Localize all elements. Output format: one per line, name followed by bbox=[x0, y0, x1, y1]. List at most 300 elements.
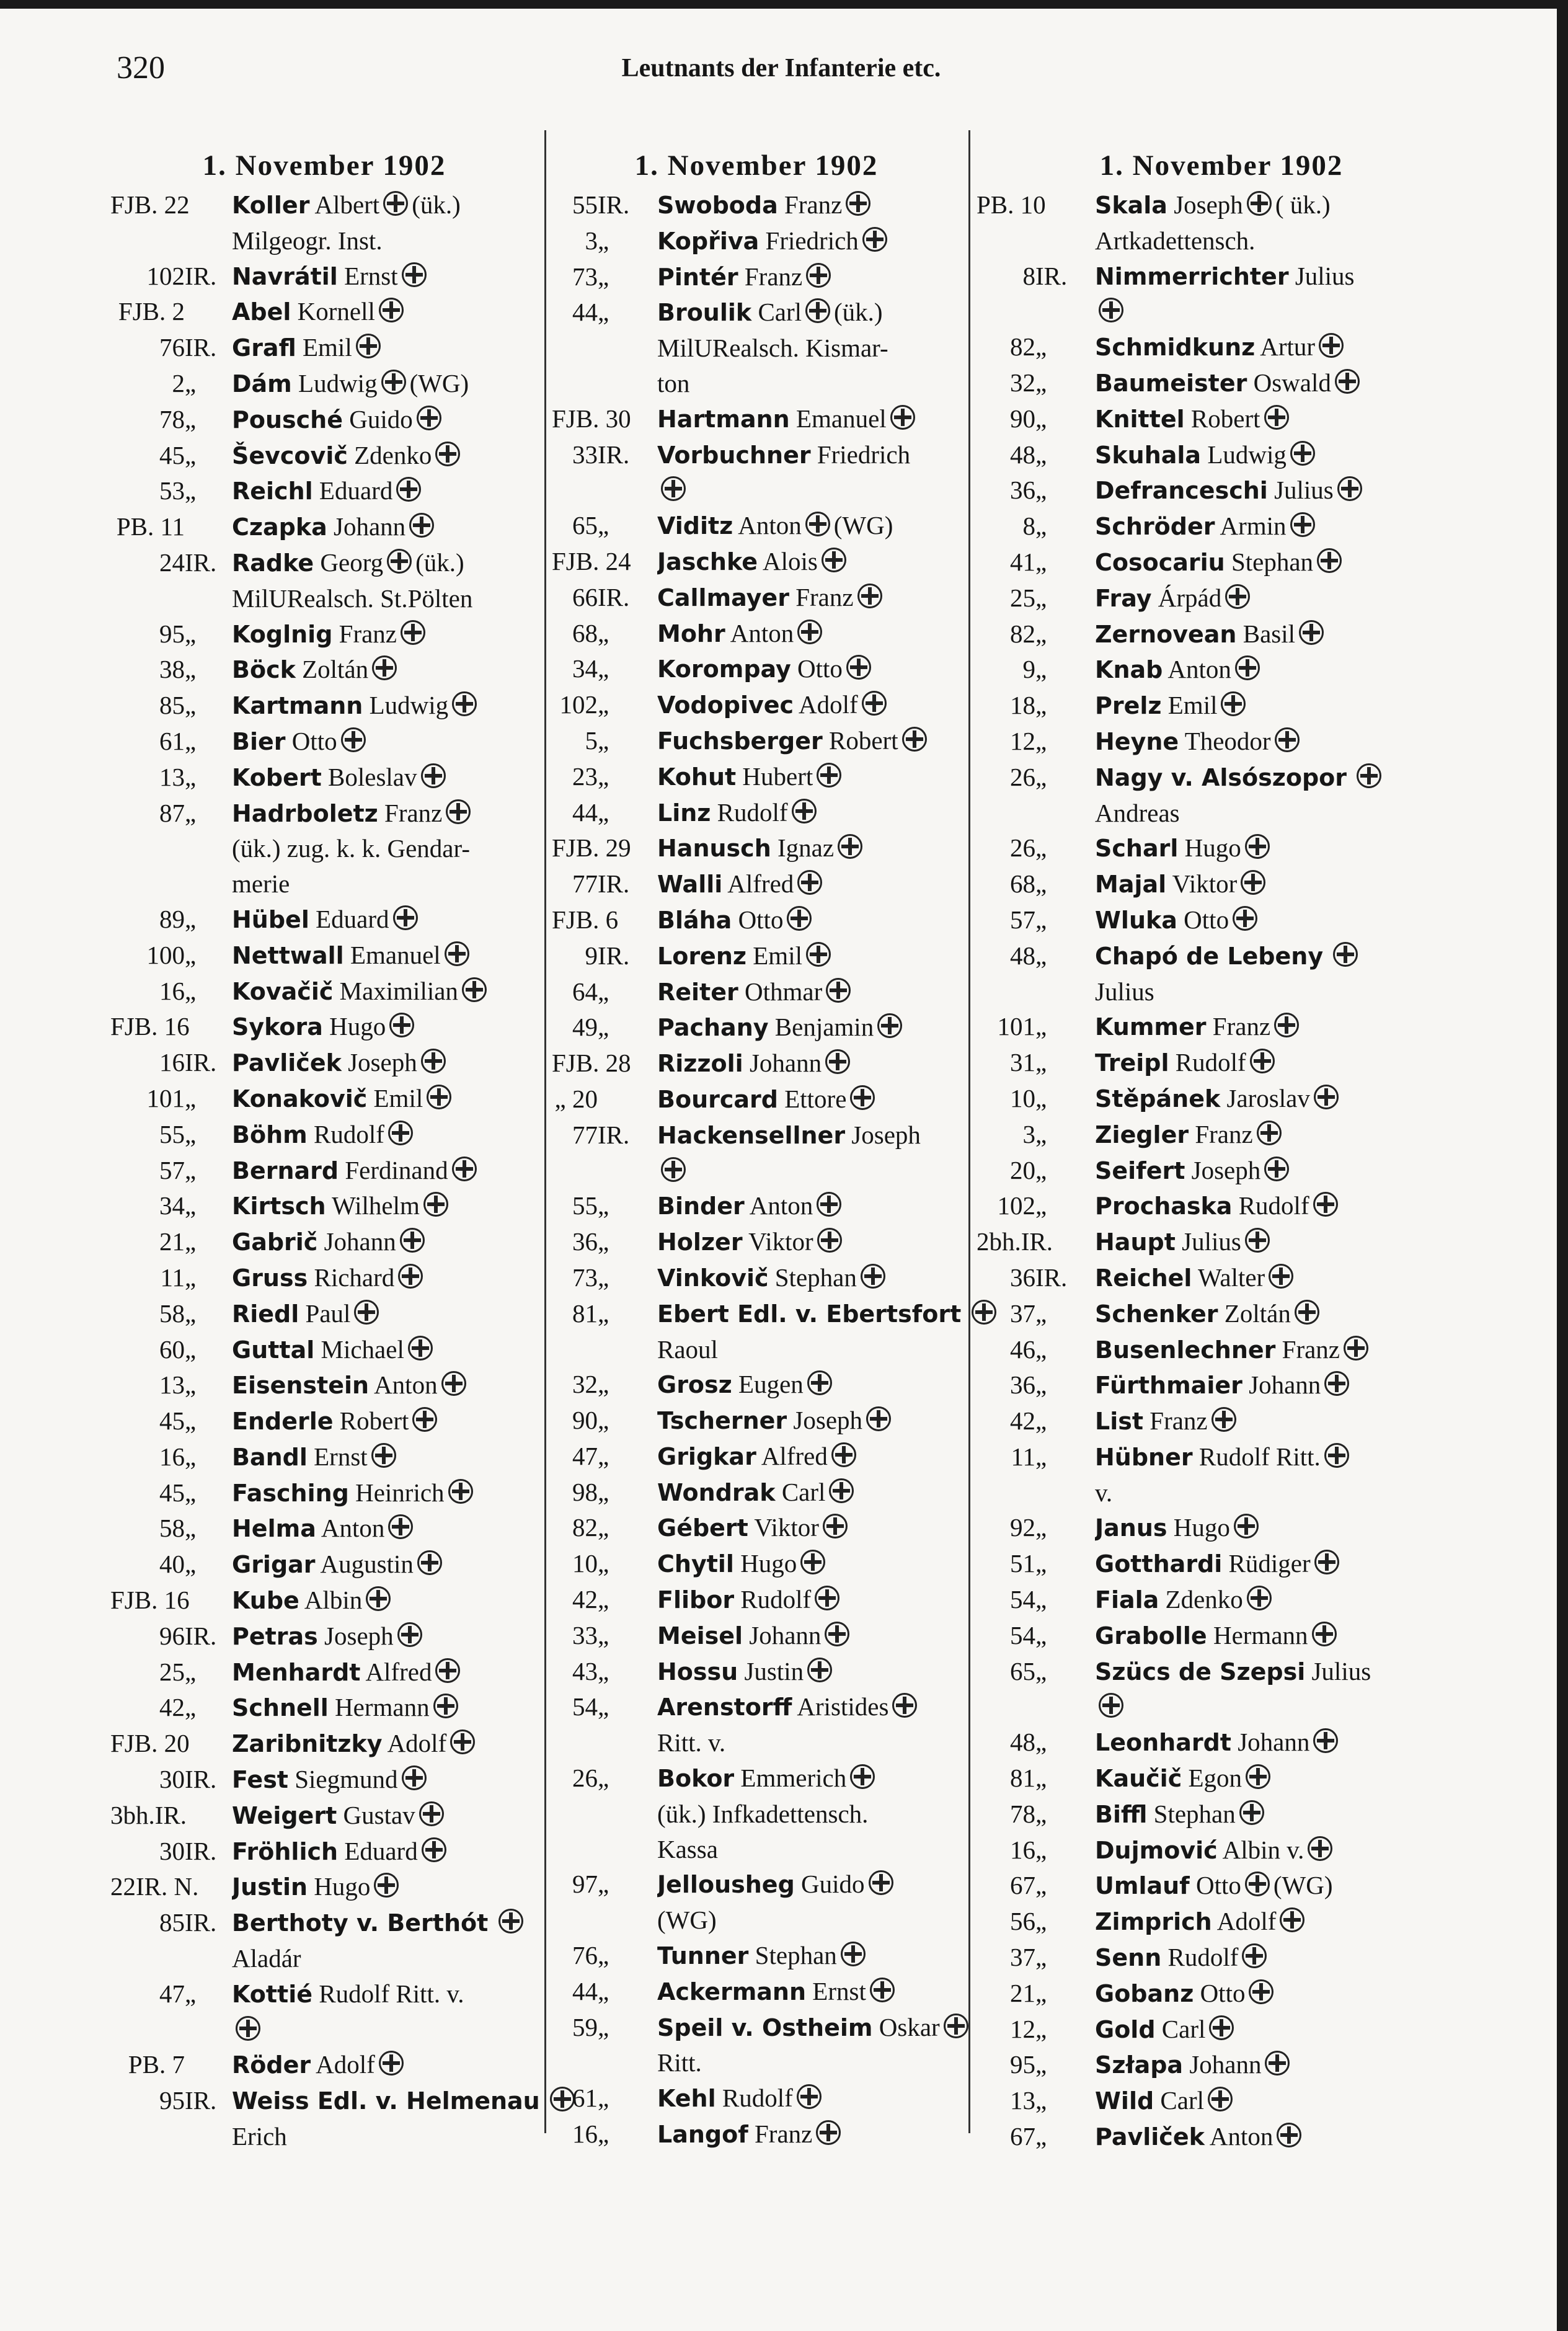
surname: Skuhala bbox=[1095, 441, 1202, 469]
regiment-number: 60 bbox=[159, 1334, 185, 1364]
cross-pattee-in-circle-icon bbox=[1312, 1622, 1337, 1646]
entry-line bbox=[1095, 2012, 1466, 2048]
surname: Koglnig bbox=[232, 620, 333, 648]
unit-abbreviation: „ bbox=[598, 2012, 609, 2041]
regiment-number: 12 bbox=[1010, 726, 1035, 755]
cross-pattee-in-circle-icon bbox=[1314, 1550, 1339, 1574]
unit-abbreviation: „ bbox=[185, 762, 197, 791]
officer-entry bbox=[1086, 760, 1466, 831]
regiment-number: 36 bbox=[1010, 1263, 1035, 1292]
first-name: Anton bbox=[374, 1370, 438, 1400]
first-name: Johann bbox=[1249, 1370, 1321, 1400]
cross-pattee-in-circle-icon bbox=[400, 1228, 425, 1253]
unit-abbreviation: „ bbox=[185, 1191, 197, 1220]
entry-line bbox=[1095, 187, 1466, 223]
list-item bbox=[552, 1546, 961, 1582]
officer-entry bbox=[649, 1974, 961, 2010]
unit-abbreviation: „ bbox=[185, 976, 197, 1005]
list-item bbox=[110, 1690, 538, 1726]
officer-entry bbox=[223, 1332, 538, 1368]
unit-abbreviation: „ bbox=[1035, 1620, 1047, 1649]
cross-pattee-in-circle-icon bbox=[498, 1909, 523, 1934]
unit-abbreviation: „ bbox=[1035, 1406, 1047, 1436]
list-item bbox=[110, 366, 538, 402]
surname: Skala bbox=[1095, 192, 1167, 219]
first-name: Hugo bbox=[1173, 1513, 1230, 1542]
entry-continuation-line: ton bbox=[657, 368, 690, 397]
list-item bbox=[977, 1188, 1466, 1224]
unit-abbreviation: „ bbox=[1035, 1513, 1047, 1542]
regiment-number: 10 bbox=[572, 1549, 598, 1578]
first-name: Otto bbox=[291, 726, 337, 755]
first-name: Adolf bbox=[799, 690, 858, 719]
surname: Langof bbox=[657, 2121, 748, 2149]
unit-abbreviation: IR. bbox=[185, 1621, 217, 1650]
surname: Schröder bbox=[1095, 513, 1215, 541]
regiment-number: 97 bbox=[572, 1870, 598, 1899]
regiment-number: 78 bbox=[1010, 1799, 1035, 1828]
surname: Cosocariu bbox=[1095, 548, 1225, 576]
unit-abbreviation: „ bbox=[185, 1442, 197, 1471]
regiment-number: 76 bbox=[572, 1941, 598, 1970]
list-item bbox=[552, 866, 961, 902]
list-item bbox=[977, 365, 1466, 401]
entry-line bbox=[657, 580, 961, 616]
first-name: Otto bbox=[738, 905, 784, 934]
entry-line bbox=[232, 724, 538, 760]
list-item bbox=[552, 1010, 961, 1046]
officer-entry bbox=[1086, 1117, 1466, 1153]
unit-abbreviation: „ bbox=[598, 761, 609, 791]
cross-pattee-in-circle-icon bbox=[1337, 476, 1362, 501]
first-name: Adolf bbox=[1216, 1907, 1277, 1936]
entry-line bbox=[1095, 473, 1466, 508]
officer-entry bbox=[1086, 938, 1466, 1010]
unit-abbreviation: „ bbox=[185, 1693, 197, 1722]
unit-abbreviation: IR. bbox=[185, 1836, 217, 1865]
list-item bbox=[977, 1260, 1466, 1296]
officer-entry bbox=[223, 402, 538, 438]
list-item bbox=[552, 1618, 961, 1654]
list-item bbox=[977, 580, 1466, 616]
list-item bbox=[977, 830, 1466, 866]
regiment-number: FJB. 30 bbox=[552, 404, 631, 433]
list-item bbox=[552, 651, 961, 687]
list-item bbox=[552, 1654, 961, 1690]
list-item bbox=[110, 1188, 538, 1224]
surname: Bandl bbox=[232, 1443, 308, 1471]
surname: Fuchsberger bbox=[657, 727, 823, 755]
unit-abbreviation: „ bbox=[1035, 1978, 1047, 2007]
regiment-number: FJB. 29 bbox=[552, 833, 631, 863]
list-item bbox=[110, 1153, 538, 1189]
cross-pattee-in-circle-icon bbox=[817, 763, 841, 788]
regiment-number: 59 bbox=[572, 2012, 598, 2041]
list-item bbox=[977, 616, 1466, 652]
entry-line bbox=[1095, 724, 1466, 760]
first-name: Ernst bbox=[812, 1976, 866, 2005]
list-item bbox=[977, 1546, 1466, 1582]
officer-entry bbox=[223, 616, 538, 652]
entry-line bbox=[657, 1618, 961, 1654]
regiment-number: 45 bbox=[159, 440, 185, 469]
list-item bbox=[110, 688, 538, 724]
list-item bbox=[110, 616, 538, 652]
surname: Walli bbox=[657, 871, 723, 899]
regiment-number: PB. 11 bbox=[116, 512, 185, 541]
unit-abbreviation: „ bbox=[1035, 332, 1047, 362]
cross-pattee-in-circle-icon bbox=[381, 370, 406, 394]
first-name: Eduard bbox=[344, 1836, 418, 1865]
unit-abbreviation: „ bbox=[1035, 619, 1047, 648]
unit-abbreviation: „ bbox=[598, 1976, 609, 2005]
cross-pattee-in-circle-icon bbox=[869, 1870, 893, 1895]
regiment-number: 9 bbox=[1022, 655, 1035, 684]
unit-abbreviation: „ bbox=[598, 1477, 609, 1506]
unit-abbreviation: „ bbox=[598, 226, 609, 255]
officer-entry bbox=[223, 1367, 538, 1403]
entry-line bbox=[232, 1654, 538, 1690]
cross-pattee-in-circle-icon bbox=[1299, 620, 1324, 645]
regiment-number: 53 bbox=[159, 476, 185, 505]
entry-continuation-line bbox=[1095, 294, 1466, 329]
regiment-number: 43 bbox=[572, 1656, 598, 1685]
first-name: Hubert bbox=[742, 761, 813, 791]
officer-entry bbox=[649, 401, 961, 437]
officer-entry bbox=[649, 759, 961, 795]
entry-line bbox=[232, 1332, 538, 1368]
first-name: Oswald bbox=[1253, 368, 1331, 397]
cross-pattee-in-circle-icon bbox=[850, 1764, 875, 1789]
surname: Petras bbox=[232, 1622, 318, 1650]
cross-pattee-in-circle-icon bbox=[372, 655, 397, 680]
surname: Hübner bbox=[1095, 1443, 1193, 1471]
list-item bbox=[110, 1798, 538, 1834]
officer-entry bbox=[1086, 902, 1466, 938]
cross-pattee-in-circle-icon bbox=[374, 1873, 399, 1898]
cross-pattee-in-circle-icon bbox=[452, 1157, 477, 1181]
officer-entry bbox=[1086, 866, 1466, 902]
unit-abbreviation: „ bbox=[1035, 1907, 1047, 1936]
cross-pattee-in-circle-icon bbox=[857, 584, 882, 608]
entry-line bbox=[1095, 688, 1466, 724]
officer-entry bbox=[223, 902, 538, 938]
unit-abbreviation: „ bbox=[185, 404, 197, 433]
unit-abbreviation: „ bbox=[598, 1585, 609, 1614]
officer-entry bbox=[223, 259, 538, 295]
surname: Enderle bbox=[232, 1408, 334, 1436]
entry-line bbox=[1095, 1832, 1466, 1868]
officer-entry bbox=[1086, 259, 1466, 330]
surname: Callmayer bbox=[657, 584, 789, 611]
entry-line bbox=[1095, 329, 1466, 365]
first-name: Alfred bbox=[727, 869, 794, 899]
regiment-number: 90 bbox=[1010, 404, 1035, 433]
entry-line bbox=[1095, 2047, 1466, 2083]
surname: Gruss bbox=[232, 1264, 308, 1292]
list-item bbox=[552, 723, 961, 759]
entry-line bbox=[232, 796, 538, 832]
cross-pattee-in-circle-icon bbox=[1317, 548, 1342, 573]
officer-entry bbox=[223, 1439, 538, 1475]
surname: Haupt bbox=[1095, 1228, 1176, 1256]
regiment-number: 36 bbox=[1010, 1370, 1035, 1400]
entry-line bbox=[657, 1689, 961, 1725]
entry-line bbox=[232, 1009, 538, 1045]
entry-continuation-line: (ük.) Infkadettensch. bbox=[657, 1799, 869, 1828]
page-header bbox=[0, 50, 1568, 99]
list-item bbox=[110, 1618, 538, 1654]
cross-pattee-in-circle-icon bbox=[356, 334, 381, 358]
cross-pattee-in-circle-icon bbox=[366, 1586, 391, 1611]
first-name: Viktor bbox=[754, 1513, 819, 1542]
first-name: Johann bbox=[749, 1620, 822, 1649]
cross-pattee-in-circle-icon bbox=[379, 2051, 404, 2076]
unit-abbreviation: „ bbox=[1035, 1012, 1047, 1041]
entry-line bbox=[657, 651, 961, 687]
regiment-number: 101 bbox=[997, 1012, 1035, 1041]
officer-entry bbox=[1086, 1760, 1466, 1796]
first-name: Robert bbox=[1190, 404, 1260, 433]
first-name: Franz bbox=[744, 262, 803, 291]
first-name: Joseph bbox=[324, 1621, 394, 1650]
officer-entry bbox=[649, 1439, 961, 1475]
first-name: Anton bbox=[1167, 655, 1231, 684]
first-name: Eduard bbox=[316, 904, 389, 933]
list-item bbox=[552, 1403, 961, 1439]
entry-line bbox=[232, 1690, 538, 1726]
officer-entry bbox=[1086, 2047, 1466, 2083]
entry-line bbox=[232, 1296, 538, 1332]
list-item bbox=[977, 1403, 1466, 1439]
cross-pattee-in-circle-icon bbox=[1235, 655, 1260, 680]
regiment-number: 45 bbox=[159, 1406, 185, 1436]
first-name: Aristides bbox=[797, 1692, 889, 1721]
officer-entry bbox=[1086, 544, 1466, 580]
officer-entry bbox=[223, 1045, 538, 1081]
cross-pattee-in-circle-icon bbox=[1333, 942, 1358, 967]
entry-line bbox=[657, 187, 961, 223]
cross-pattee-in-circle-icon bbox=[1245, 1228, 1270, 1253]
cross-pattee-in-circle-icon bbox=[1277, 2123, 1301, 2147]
regiment-number: 101 bbox=[146, 1083, 185, 1112]
entry-line bbox=[657, 1974, 961, 2010]
list-item bbox=[552, 1188, 961, 1224]
first-name: Robert bbox=[339, 1406, 409, 1436]
cross-pattee-in-circle-icon bbox=[1099, 1693, 1123, 1718]
surname: Wondrak bbox=[657, 1478, 776, 1506]
list-item bbox=[110, 545, 538, 616]
officer-entry bbox=[223, 1260, 538, 1296]
surname: Fürthmaier bbox=[1095, 1372, 1242, 1400]
first-name: Franz bbox=[1149, 1406, 1208, 1436]
cross-pattee-in-circle-icon bbox=[877, 1013, 902, 1038]
officer-entry bbox=[649, 1260, 961, 1296]
list-item bbox=[977, 2012, 1466, 2048]
unit-abbreviation: „ bbox=[1035, 476, 1047, 505]
list-item bbox=[552, 830, 961, 866]
surname: Seifert bbox=[1095, 1157, 1185, 1184]
unit-abbreviation: „ bbox=[598, 797, 609, 827]
officer-entry bbox=[649, 1081, 961, 1117]
cross-pattee-in-circle-icon bbox=[1314, 1085, 1339, 1109]
cross-pattee-in-circle-icon bbox=[1357, 763, 1381, 788]
regiment-number: 89 bbox=[159, 904, 185, 933]
cross-pattee-in-circle-icon bbox=[805, 512, 830, 536]
entry-line bbox=[232, 1618, 538, 1654]
cross-pattee-in-circle-icon bbox=[1245, 1871, 1270, 1896]
surname: Hanusch bbox=[657, 835, 771, 863]
cross-pattee-in-circle-icon bbox=[396, 477, 421, 502]
unit-abbreviation: „ bbox=[1035, 1083, 1047, 1112]
entry-continuation-line: MilURealsch. Kismar- bbox=[657, 334, 888, 363]
entry-line bbox=[1095, 1439, 1466, 1475]
unit-abbreviation: IR. bbox=[185, 261, 217, 290]
entry-line bbox=[1095, 1618, 1466, 1654]
regiment-number: 25 bbox=[1010, 583, 1035, 612]
entry-line bbox=[232, 1045, 538, 1081]
first-name: Benjamin bbox=[774, 1013, 874, 1042]
regiment-number: 2 bbox=[172, 368, 185, 397]
officer-entry bbox=[649, 1296, 1000, 1367]
unit-abbreviation: „ bbox=[185, 655, 197, 684]
regiment-number: 66 bbox=[572, 582, 598, 611]
officer-entry bbox=[223, 652, 538, 688]
surname: Hartmann bbox=[657, 405, 790, 433]
unit-abbreviation: IR. bbox=[185, 1765, 217, 1794]
entry-line bbox=[232, 1834, 538, 1870]
regiment-number: 67 bbox=[1010, 1871, 1035, 1900]
officer-entry bbox=[1086, 1976, 1466, 2012]
regiment-number: 61 bbox=[572, 2084, 598, 2113]
regiment-number: 56 bbox=[1010, 1907, 1035, 1936]
unit-abbreviation: „ bbox=[598, 1941, 609, 1970]
officer-entry bbox=[649, 1046, 961, 1081]
unit-abbreviation: „ bbox=[598, 1692, 609, 1721]
first-name: Franz bbox=[1195, 1119, 1253, 1148]
cross-pattee-in-circle-icon bbox=[1257, 1121, 1282, 1145]
regiment-number: 42 bbox=[159, 1693, 185, 1722]
first-name: Emil bbox=[373, 1083, 423, 1112]
surname: Vorbuchner bbox=[657, 441, 811, 469]
entry-line bbox=[1095, 1332, 1466, 1368]
list-item bbox=[110, 330, 538, 366]
regiment-number: 45 bbox=[159, 1478, 185, 1507]
regiment-number: 26 bbox=[1010, 833, 1035, 863]
list-item bbox=[977, 866, 1466, 902]
first-name: Otto bbox=[1200, 1978, 1246, 2007]
regiment-number: 47 bbox=[159, 1979, 185, 2008]
entry-line bbox=[232, 366, 538, 402]
entry-line bbox=[1095, 1546, 1466, 1582]
officer-entry bbox=[1086, 688, 1466, 724]
first-name: Adolf bbox=[316, 2050, 375, 2079]
regiment-number: 48 bbox=[1010, 1728, 1035, 1757]
unit-abbreviation: „ bbox=[1035, 2014, 1047, 2043]
unit-abbreviation: „ bbox=[1035, 655, 1047, 684]
cross-pattee-in-circle-icon bbox=[1265, 2051, 1290, 2076]
regiment-number: 54 bbox=[572, 1692, 598, 1721]
surname: Vinkovič bbox=[657, 1264, 769, 1292]
unit-abbreviation: „ bbox=[1035, 512, 1047, 541]
cross-pattee-in-circle-icon bbox=[1247, 191, 1272, 216]
surname: Pousché bbox=[232, 406, 343, 433]
regiment-number: 40 bbox=[159, 1550, 185, 1579]
list-item bbox=[977, 1618, 1466, 1654]
cross-pattee-in-circle-icon bbox=[822, 548, 846, 572]
list-item bbox=[110, 2083, 538, 2154]
entry-line bbox=[1095, 580, 1466, 616]
list-item bbox=[977, 1439, 1466, 1511]
first-name: Franz bbox=[339, 619, 397, 648]
regiment-number: „ 20 bbox=[554, 1084, 598, 1113]
officer-entry bbox=[1086, 1439, 1466, 1511]
surname: Stěpánek bbox=[1095, 1085, 1221, 1112]
regiment-number: 16 bbox=[159, 1442, 185, 1471]
list-item bbox=[977, 1117, 1466, 1153]
surname: Eisenstein bbox=[232, 1372, 370, 1400]
cross-pattee-in-circle-icon bbox=[902, 727, 927, 752]
entry-line bbox=[232, 616, 538, 652]
entry-line bbox=[232, 1511, 538, 1547]
entry-line bbox=[657, 1117, 961, 1153]
unit-abbreviation: „ bbox=[1035, 2050, 1047, 2079]
first-name: Gustav bbox=[343, 1800, 415, 1829]
list-item bbox=[110, 1905, 538, 1976]
regiment-number: FJB. 2 bbox=[118, 297, 185, 326]
surname: Grosz bbox=[657, 1371, 732, 1399]
first-name: Franz bbox=[755, 2120, 813, 2149]
surname: Defranceschi bbox=[1095, 477, 1268, 505]
officer-entry bbox=[223, 1403, 538, 1439]
entry-line bbox=[1095, 1510, 1466, 1546]
list-item bbox=[977, 1725, 1466, 1760]
cross-pattee-in-circle-icon bbox=[1099, 298, 1123, 322]
first-name: Julius bbox=[1311, 1656, 1371, 1685]
unit-abbreviation: „ bbox=[185, 940, 197, 969]
first-name: Maximilian bbox=[339, 976, 458, 1005]
column-divider-2 bbox=[968, 130, 970, 2133]
officer-entry bbox=[1086, 1188, 1466, 1224]
surname: Fest bbox=[232, 1766, 288, 1794]
list-item bbox=[977, 1296, 1466, 1332]
first-name: Franz bbox=[795, 582, 854, 611]
entry-line bbox=[1095, 1940, 1466, 1976]
first-name: Friedrich bbox=[765, 226, 859, 255]
officer-entry bbox=[223, 545, 538, 616]
first-name: Alfred bbox=[365, 1657, 432, 1686]
cross-pattee-in-circle-icon bbox=[1290, 441, 1315, 466]
cross-pattee-in-circle-icon bbox=[435, 1658, 460, 1683]
officer-entry bbox=[649, 974, 961, 1010]
unit-abbreviation: „ bbox=[598, 1406, 609, 1435]
first-name: Carl bbox=[1161, 2014, 1206, 2043]
column-heading: 1. November 1902 bbox=[1099, 149, 1344, 182]
unit-abbreviation: „ bbox=[598, 1191, 609, 1220]
regiment-number: 78 bbox=[159, 404, 185, 433]
cross-pattee-in-circle-icon bbox=[427, 1085, 451, 1109]
cross-pattee-in-circle-icon bbox=[890, 405, 915, 430]
list-item bbox=[552, 1081, 961, 1117]
regiment-number: 30 bbox=[159, 1836, 185, 1865]
cross-pattee-in-circle-icon bbox=[421, 763, 446, 788]
regiment-number: 58 bbox=[159, 1299, 185, 1328]
entry-line bbox=[657, 1760, 961, 1796]
first-name: Emil bbox=[753, 941, 802, 970]
entry-line bbox=[1095, 1760, 1466, 1796]
entry-line bbox=[232, 688, 538, 724]
list-item bbox=[110, 1081, 538, 1117]
